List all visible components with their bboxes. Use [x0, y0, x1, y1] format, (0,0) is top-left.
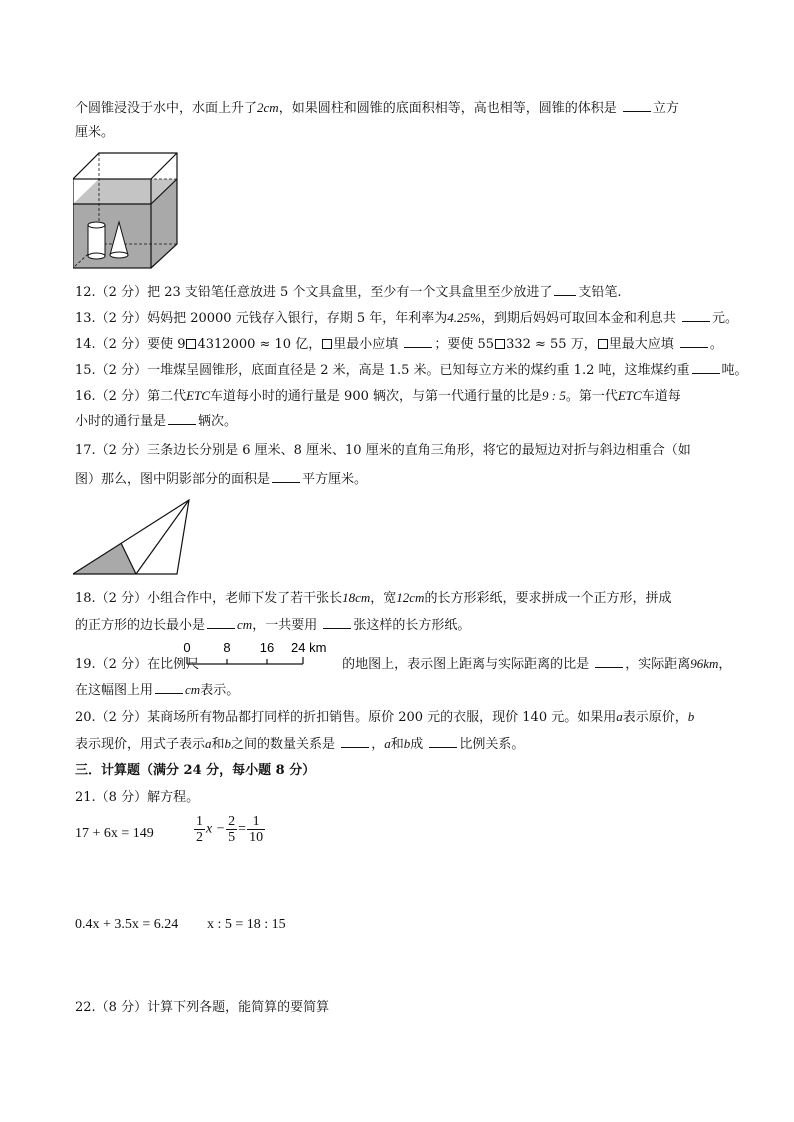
cylinder-shape [88, 222, 105, 259]
square-box [598, 339, 608, 349]
equation-3: 0.4x + 3.5x = 6.24 [75, 917, 179, 932]
answer-blank [404, 335, 432, 348]
scale-bar [183, 638, 333, 674]
answer-blank [207, 616, 235, 629]
q18-line1: 18.（2 分）小组合作中，老师下发了若干张长18cm，宽12cm的长方形彩纸，要求拼成一个正方形，拼成 [75, 590, 672, 606]
equation-1: 17 + 6x = 149 [75, 826, 154, 841]
answer-blank [168, 412, 196, 425]
q18-line2: 的正方形的边长最小是 cm，一共要用 张这样的长方形纸。 [75, 617, 471, 633]
answer-blank [323, 616, 351, 629]
q20-line2: 表示现价，用式子表示a和b之间的数量关系是 ，a和b成 比例关系。 [75, 736, 525, 752]
q17-line2: 图）那么，图中阴影部分的面积是 平方厘米。 [75, 472, 368, 487]
q22-label: 22.（8 分）计算下列各题，能简算的要简算 [75, 1000, 330, 1015]
answer-blank [595, 655, 623, 668]
q19-line1: 19.（2 分）在比例尺 的地图上，表示图上距离与实际距离的比是 ，实际距离96km， [75, 656, 732, 672]
q19-line2: 在这幅图上用 cm表示。 [75, 682, 240, 698]
q12: 12.（2 分）把 23 支铅笔任意放进 5 个文具盒里，至少有一个文具盒里至少放进了 支铅笔. [75, 285, 622, 300]
square-box [322, 339, 332, 349]
square-box [186, 339, 196, 349]
answer-blank [341, 735, 369, 748]
answer-blank [682, 309, 710, 322]
q20-line1: 20.（2 分）某商场所有物品都打同样的折扣销售。原价 200 元的衣服，现价 140 元。如果用a表示原价，b [75, 709, 695, 725]
fraction: $\frac{1}{10}$ [249, 814, 264, 845]
equation-4: x : 5 = 18 : 15 [207, 917, 286, 932]
answer-blank [692, 361, 720, 374]
q16-line1: 16.（2 分）第二代ETC车道每小时的通行量是 900 辆次，与第一代通行量的比是9 : 5。第一代ETC车道每 [75, 388, 681, 404]
q17-line1: 17.（2 分）三条边长分别是 6 厘米、8 厘米、10 厘米的直角三角形，将它的最短边对折与斜边相重合（如 [75, 443, 691, 458]
scale-tick-label: 8 [223, 640, 231, 655]
answer-blank [429, 735, 457, 748]
q14: 14.（2 分）要使 9 4312000 ≈ 10 亿， 里最小应填 ；要使 55 332 ≈ 55 万， 里最大应填 。 [75, 337, 723, 352]
scale-tick-label: 24 km [291, 640, 327, 655]
answer-blank [680, 335, 708, 348]
q21-label: 21.（8 分）解方程。 [75, 790, 200, 805]
q15: 15.（2 分）一堆煤呈圆锥形，底面直径是 2 米，高是 1.5 米。已知每立方米的煤约重 1.2 吨，这堆煤约重 吨。 [75, 363, 748, 378]
q16-line2: 小时的通行量是 辆次。 [75, 414, 238, 429]
section-title: 三．计算题（满分 24 分，每小题 8 分） [75, 763, 316, 778]
answer-blank [272, 470, 300, 483]
square-box [495, 339, 505, 349]
answer-blank [554, 283, 576, 296]
triangle-fold-figure [73, 499, 193, 577]
q13: 13.（2 分）妈妈把 20000 元钱存入银行，存期 5 年，年利率为4.25%，到期后妈妈可取回本金和利息共 元。 [75, 310, 738, 326]
fraction: $\frac{2}{5}$ [228, 814, 236, 845]
answer-blank [623, 99, 651, 112]
q11-value: 2 [257, 100, 264, 115]
equation-2: $\frac{1}{2}$ x − $\frac{2}{5}$ = $\frac{1}{10}$ [196, 814, 264, 845]
scale-tick-label: 16 [259, 640, 275, 655]
scale-tick-label: 0 [183, 640, 191, 655]
fraction: $\frac{1}{2}$ [196, 814, 203, 845]
q11-line1: 个圆锥浸没于水中，水面上升了2cm，如果圆柱和圆锥的底面积相等，高也相等，圆锥的体积是 立方 [75, 100, 679, 116]
q11-line2: 厘米。 [75, 125, 115, 140]
answer-blank [155, 681, 183, 694]
cube-water-figure [73, 152, 178, 270]
